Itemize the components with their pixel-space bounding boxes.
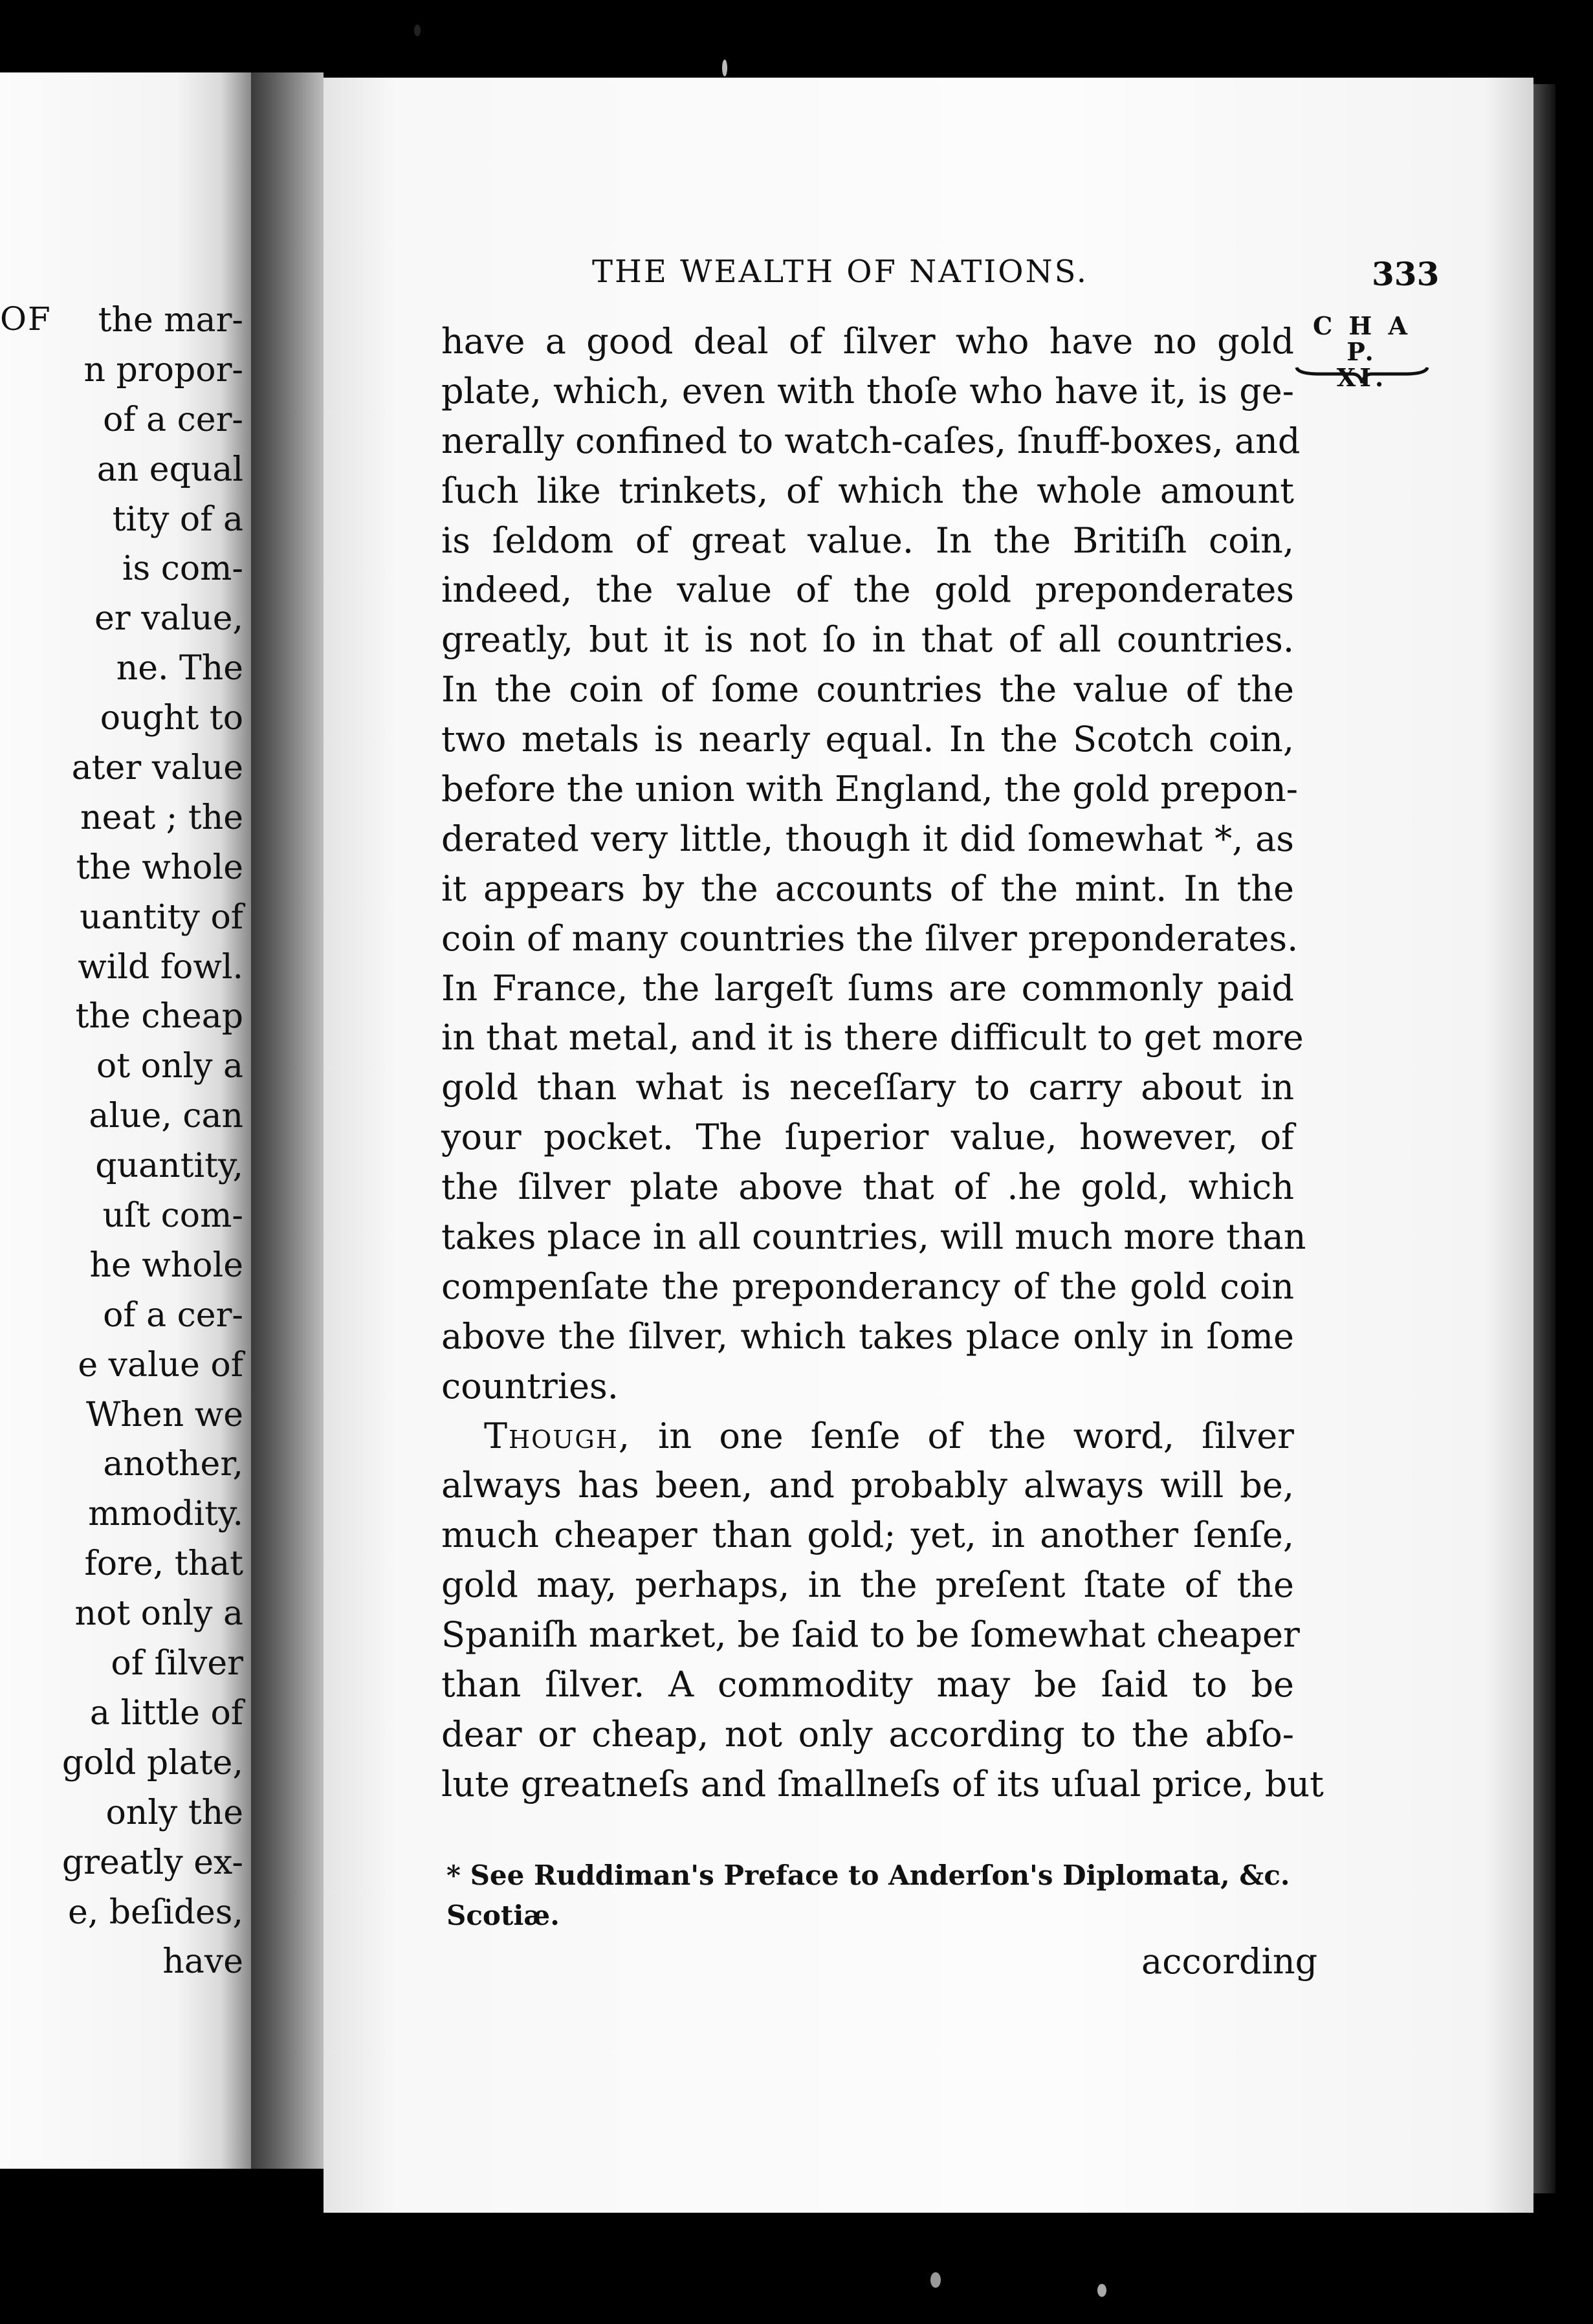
text-line [441, 1412, 1294, 1462]
text-line: Spaniſh market, be ſaid to be ſomewhat cheaper [441, 1614, 1300, 1656]
text-line: In France, the largeſt ſums are commonly paid [441, 967, 1294, 1009]
text-line: than ſilver. A commodity may be ſaid to be [441, 1664, 1294, 1705]
text-line: lute greatneſs and ſmallneſs of its uſual price, but [441, 1763, 1324, 1804]
text-line: an equal [96, 450, 243, 489]
text-line: greatly ex- [61, 1843, 243, 1882]
scan-speck [414, 25, 421, 36]
text-line: When we [85, 1395, 243, 1434]
text-line: another, [103, 1445, 243, 1484]
text-line: is ſeldom of great value. In the Britiſh coin, [441, 520, 1294, 561]
chapter-marker [1294, 313, 1430, 391]
scan-speck [930, 2272, 941, 2288]
text-line: ater value [71, 749, 243, 788]
text-line: of ſilver [111, 1644, 243, 1683]
book-gutter-shadow [251, 72, 324, 2169]
text-line: ought to [100, 699, 243, 738]
text-line: uantity of [80, 897, 243, 937]
running-head: THE WEALTH OF NATIONS. [592, 254, 1089, 290]
scan-speck [722, 60, 727, 76]
text-line: Scotiæ. [446, 1900, 560, 1931]
text-line: e value of [78, 1345, 243, 1385]
text-line: above the ſilver, which takes place only in ſome [441, 1315, 1294, 1357]
text-line: always has been, and probably always will be, [441, 1465, 1294, 1506]
catchword: according [1141, 1941, 1318, 1982]
text-line: have [162, 1942, 243, 1982]
chapter-number: XI. [1336, 363, 1388, 392]
text-line: not only a [74, 1594, 243, 1634]
text-line: is com- [122, 549, 243, 589]
text-line: * See Ruddiman's Preface to Anderſon's Diplomata, &c. [446, 1859, 1290, 1891]
page-number: 333 [1372, 255, 1440, 293]
text-line: derated very little, though it did ſomewhat *, as [441, 818, 1294, 859]
text-line: the mar- [98, 301, 243, 340]
page-edge-shadow [1533, 84, 1555, 2193]
text-line: gold plate, [61, 1743, 243, 1782]
text-line: dear or cheap, not only according to the abſo- [441, 1713, 1294, 1755]
text-line: your pocket. The ſuperior value, however, of [441, 1117, 1294, 1158]
text-line: of a cer- [103, 1295, 243, 1335]
text-line: nerally confined to watch-caſes, ſnuff-boxes, and [441, 420, 1301, 461]
text-line: n propor- [83, 350, 243, 389]
text-line: coin of many countries the ſilver preponderates. [441, 917, 1299, 959]
line-rest: in one ſenſe of the word, ſilver [631, 1415, 1294, 1456]
text-line: uſt com- [102, 1196, 243, 1236]
text-line: greatly, but it is not ſo in that of all countries. [441, 619, 1294, 661]
paragraph-1 [441, 317, 1306, 1412]
text-line: neat ; the [80, 798, 243, 837]
text-line: er value, [94, 599, 243, 639]
text-line: the ſilver plate above that of .he gold, which [441, 1167, 1294, 1208]
text-line: e, beſides, [67, 1892, 243, 1932]
text-line: fore, that [84, 1544, 243, 1584]
text-line: tity of a [112, 499, 243, 539]
text-line: have a good deal of ſilver who have no gold [441, 321, 1294, 362]
small-caps-lead: Though, [484, 1415, 631, 1456]
text-line: quantity, [95, 1146, 243, 1186]
curly-brace-icon [1294, 363, 1430, 392]
chapter-label: C H A P. [1312, 311, 1412, 366]
paragraph-2 [441, 1412, 1324, 1810]
text-line: ot only a [96, 1047, 243, 1086]
text-line: alue, can [89, 1097, 243, 1136]
text-line: of a cer- [103, 400, 243, 439]
text-line: the cheap [75, 997, 243, 1036]
left-page-text [0, 296, 243, 1987]
text-line: plate, which, even with thoſe who have it, is ge- [441, 370, 1294, 411]
text-line: ne. The [116, 649, 243, 688]
text-line: gold may, perhaps, in the preſent ſtate of the [441, 1564, 1294, 1606]
text-line: a little of [89, 1693, 243, 1733]
text-line: wild fowl. [78, 947, 243, 987]
text-line: In the coin of ſome countries the value of the [441, 669, 1294, 710]
text-line: he whole [89, 1245, 243, 1285]
footnote [446, 1856, 1301, 1936]
text-line: only the [105, 1793, 243, 1832]
text-line: ſuch like trinkets, of which the whole amount [441, 470, 1294, 511]
text-line: compenſate the preponderancy of the gold coin [441, 1266, 1294, 1307]
left-page [0, 72, 251, 2169]
scan-speck [1097, 2284, 1106, 2297]
text-line: two metals is nearly equal. In the Scotch coin, [441, 719, 1294, 760]
text-line: much cheaper than gold; yet, in another ſenſe, [441, 1515, 1294, 1556]
text-line: in that metal, and it is there difficult to get more [441, 1017, 1304, 1058]
text-line: takes place in all countries, will much more than [441, 1216, 1306, 1258]
main-text [441, 317, 1324, 1810]
text-line: the whole [76, 848, 243, 887]
text-line: mmodity. [88, 1495, 243, 1534]
text-line: before the union with England, the gold prepon- [441, 769, 1299, 810]
text-line: indeed, the value of the gold preponderates [441, 569, 1294, 611]
text-line: it appears by the accounts of the mint. In the [441, 868, 1294, 909]
left-page-top-fragment: OF [0, 300, 52, 338]
text-line: countries. [441, 1365, 619, 1407]
text-line: gold than what is neceſſary to carry about in [441, 1067, 1294, 1108]
